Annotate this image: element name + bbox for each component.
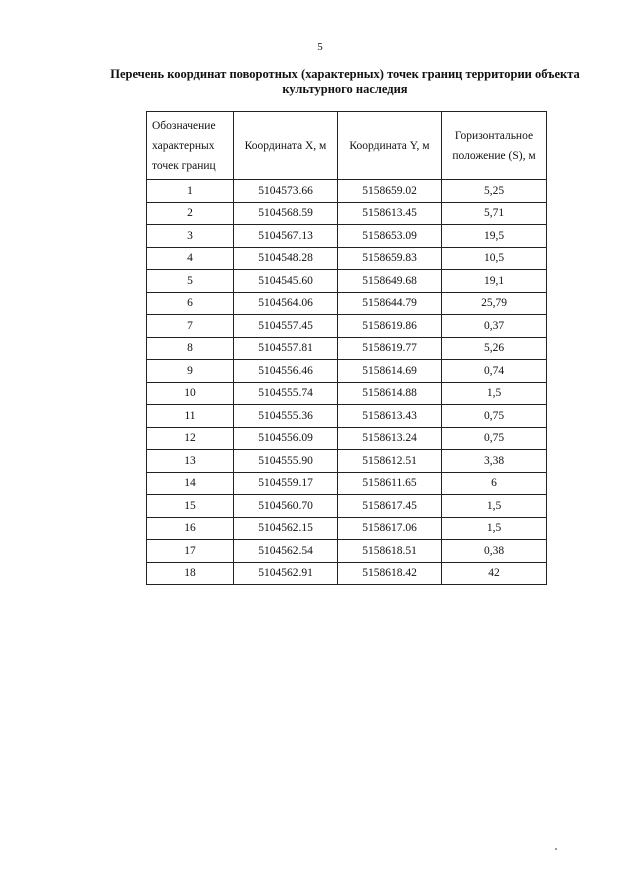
cell-coordinate-x: 5104560.70 bbox=[234, 495, 338, 518]
cell-horizontal-distance: 1,5 bbox=[442, 495, 547, 518]
cell-point-number: 3 bbox=[147, 225, 234, 248]
header-distance-line-1: Горизонтальное bbox=[454, 129, 534, 142]
document-title: Перечень координат поворотных (характерных) точек границ территории объекта культурного наследия bbox=[110, 67, 580, 96]
table-row bbox=[147, 270, 547, 293]
cell-coordinate-y: 5158618.42 bbox=[338, 562, 442, 585]
cell-coordinate-x: 5104545.60 bbox=[234, 270, 338, 293]
cell-coordinate-y: 5158649.68 bbox=[338, 270, 442, 293]
table-row bbox=[147, 495, 547, 518]
cell-horizontal-distance: 6 bbox=[442, 472, 547, 495]
cell-coordinate-y: 5158614.88 bbox=[338, 382, 442, 405]
cell-coordinate-y: 5158612.51 bbox=[338, 450, 442, 473]
table-row bbox=[147, 450, 547, 473]
cell-horizontal-distance: 0,74 bbox=[442, 360, 547, 383]
cell-horizontal-distance: 5,25 bbox=[442, 180, 547, 203]
table-row bbox=[147, 472, 547, 495]
cell-point-number: 17 bbox=[147, 540, 234, 563]
cell-coordinate-x: 5104557.45 bbox=[234, 315, 338, 338]
table-row bbox=[147, 180, 547, 203]
cell-horizontal-distance: 0,75 bbox=[442, 405, 547, 428]
cell-coordinate-x: 5104564.06 bbox=[234, 292, 338, 315]
cell-coordinate-y: 5158644.79 bbox=[338, 292, 442, 315]
cell-point-number: 8 bbox=[147, 337, 234, 360]
cell-coordinate-x: 5104562.15 bbox=[234, 517, 338, 540]
table-row bbox=[147, 427, 547, 450]
cell-coordinate-y: 5158659.02 bbox=[338, 180, 442, 203]
table-row bbox=[147, 225, 547, 248]
cell-horizontal-distance: 5,26 bbox=[442, 337, 547, 360]
cell-horizontal-distance: 0,37 bbox=[442, 315, 547, 338]
cell-coordinate-x: 5104555.36 bbox=[234, 405, 338, 428]
cell-coordinate-x: 5104567.13 bbox=[234, 225, 338, 248]
cell-coordinate-x: 5104573.66 bbox=[234, 180, 338, 203]
cell-coordinate-x: 5104559.17 bbox=[234, 472, 338, 495]
coordinates-table bbox=[146, 111, 547, 585]
table-row bbox=[147, 292, 547, 315]
cell-horizontal-distance: 0,38 bbox=[442, 540, 547, 563]
cell-coordinate-y: 5158613.45 bbox=[338, 202, 442, 225]
cell-coordinate-y: 5158618.51 bbox=[338, 540, 442, 563]
cell-horizontal-distance: 5,71 bbox=[442, 202, 547, 225]
header-point-line-3: точек границ bbox=[152, 159, 216, 172]
cell-coordinate-y: 5158611.65 bbox=[338, 472, 442, 495]
header-coordinate-x: Координата X, м bbox=[234, 112, 338, 180]
cell-point-number: 4 bbox=[147, 247, 234, 270]
cell-point-number: 18 bbox=[147, 562, 234, 585]
cell-horizontal-distance: 1,5 bbox=[442, 382, 547, 405]
cell-coordinate-y: 5158614.69 bbox=[338, 360, 442, 383]
cell-point-number: 12 bbox=[147, 427, 234, 450]
table-row bbox=[147, 202, 547, 225]
cell-coordinate-x: 5104556.46 bbox=[234, 360, 338, 383]
cell-point-number: 15 bbox=[147, 495, 234, 518]
cell-horizontal-distance: 25,79 bbox=[442, 292, 547, 315]
page-number: 5 bbox=[317, 41, 323, 53]
cell-horizontal-distance: 0,75 bbox=[442, 427, 547, 450]
cell-horizontal-distance: 3,38 bbox=[442, 450, 547, 473]
cell-coordinate-x: 5104548.28 bbox=[234, 247, 338, 270]
cell-horizontal-distance: 19,5 bbox=[442, 225, 547, 248]
cell-point-number: 16 bbox=[147, 517, 234, 540]
cell-point-number: 10 bbox=[147, 382, 234, 405]
header-horizontal-distance bbox=[442, 112, 547, 180]
cell-coordinate-y: 5158617.06 bbox=[338, 517, 442, 540]
cell-coordinate-x: 5104557.81 bbox=[234, 337, 338, 360]
cell-horizontal-distance: 42 bbox=[442, 562, 547, 585]
table-row bbox=[147, 247, 547, 270]
cell-coordinate-x: 5104568.59 bbox=[234, 202, 338, 225]
table-row bbox=[147, 315, 547, 338]
cell-coordinate-y: 5158619.77 bbox=[338, 337, 442, 360]
table-row bbox=[147, 405, 547, 428]
cell-coordinate-y: 5158617.45 bbox=[338, 495, 442, 518]
cell-point-number: 13 bbox=[147, 450, 234, 473]
cell-point-number: 14 bbox=[147, 472, 234, 495]
cell-point-number: 6 bbox=[147, 292, 234, 315]
cell-coordinate-x: 5104562.91 bbox=[234, 562, 338, 585]
header-point-line-1: Обозначение bbox=[152, 119, 216, 132]
cell-coordinate-y: 5158613.24 bbox=[338, 427, 442, 450]
table-row bbox=[147, 540, 547, 563]
cell-horizontal-distance: 1,5 bbox=[442, 517, 547, 540]
scan-mark bbox=[555, 848, 557, 850]
cell-point-number: 5 bbox=[147, 270, 234, 293]
cell-point-number: 9 bbox=[147, 360, 234, 383]
table-row bbox=[147, 517, 547, 540]
cell-point-number: 1 bbox=[147, 180, 234, 203]
table-row bbox=[147, 337, 547, 360]
header-point-designation bbox=[147, 112, 234, 180]
cell-coordinate-y: 5158659.83 bbox=[338, 247, 442, 270]
cell-point-number: 7 bbox=[147, 315, 234, 338]
cell-coordinate-x: 5104555.74 bbox=[234, 382, 338, 405]
cell-horizontal-distance: 10,5 bbox=[442, 247, 547, 270]
cell-point-number: 2 bbox=[147, 202, 234, 225]
header-distance-line-2: положение (S), м bbox=[452, 149, 536, 162]
header-point-line-2: характерных bbox=[152, 139, 215, 152]
table-body bbox=[147, 180, 547, 585]
table-header-row bbox=[147, 112, 547, 180]
cell-coordinate-y: 5158619.86 bbox=[338, 315, 442, 338]
table-row bbox=[147, 382, 547, 405]
table-row bbox=[147, 562, 547, 585]
header-coordinate-y: Координата Y, м bbox=[338, 112, 442, 180]
cell-coordinate-y: 5158653.09 bbox=[338, 225, 442, 248]
cell-coordinate-y: 5158613.43 bbox=[338, 405, 442, 428]
table-row bbox=[147, 360, 547, 383]
cell-horizontal-distance: 19,1 bbox=[442, 270, 547, 293]
cell-coordinate-x: 5104556.09 bbox=[234, 427, 338, 450]
cell-coordinate-x: 5104562.54 bbox=[234, 540, 338, 563]
cell-point-number: 11 bbox=[147, 405, 234, 428]
cell-coordinate-x: 5104555.90 bbox=[234, 450, 338, 473]
